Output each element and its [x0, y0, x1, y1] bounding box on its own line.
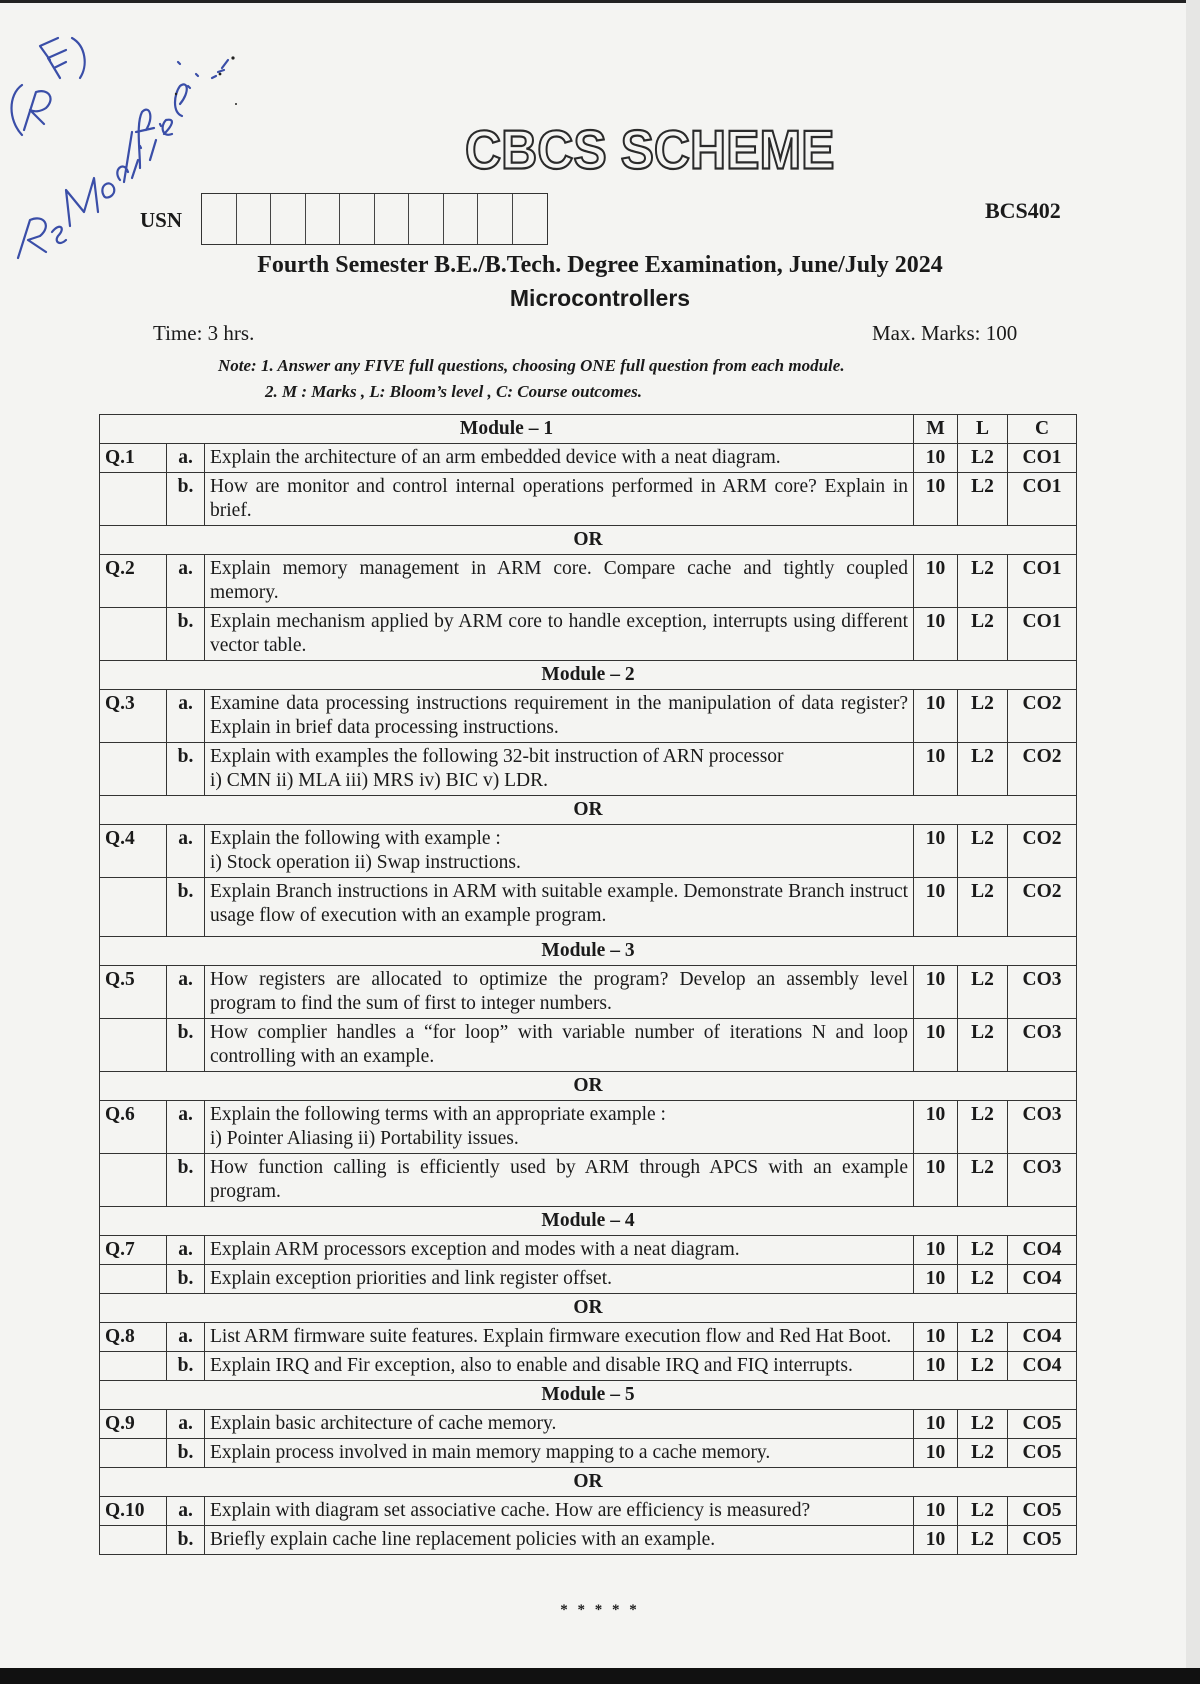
- question-number: [100, 1526, 167, 1555]
- question-marks: 10: [914, 1236, 958, 1265]
- question-row: [100, 1101, 1077, 1154]
- module-title: Module – 5: [100, 1381, 1077, 1410]
- question-text-line: Explain with diagram set associative cache. How are efficiency is measured?: [210, 1500, 811, 1521]
- question-text-line: Briefly explain cache line replacement policies with an example.: [210, 1529, 716, 1550]
- question-marks: 10: [914, 1265, 958, 1294]
- question-text: [205, 1265, 914, 1294]
- question-text-line: i) CMN ii) MLA iii) MRS iv) BIC v) LDR.: [210, 770, 549, 791]
- question-number: Q.10: [100, 1497, 167, 1526]
- question-text-line: Explain exception priorities and link register offset.: [210, 1268, 612, 1289]
- question-marks: 10: [914, 743, 958, 796]
- question-text: [205, 966, 914, 1019]
- question-part-label: a.: [167, 1497, 205, 1526]
- question-marks: 10: [914, 1410, 958, 1439]
- question-blooms-level: L2: [958, 1236, 1008, 1265]
- question-course-outcome: CO5: [1008, 1410, 1077, 1439]
- module-header-row: [100, 937, 1077, 966]
- module-header-row: [100, 661, 1077, 690]
- or-label: OR: [100, 1072, 1077, 1101]
- question-part-label: b.: [167, 1265, 205, 1294]
- question-text: [205, 444, 914, 473]
- page-bottom-edge: [0, 1668, 1200, 1684]
- question-blooms-level: L2: [958, 743, 1008, 796]
- question-part-label: b.: [167, 473, 205, 526]
- question-course-outcome: CO2: [1008, 743, 1077, 796]
- module-title: Module – 3: [100, 937, 1077, 966]
- question-blooms-level: L2: [958, 1265, 1008, 1294]
- question-text: [205, 1352, 914, 1381]
- question-marks: 10: [914, 690, 958, 743]
- question-part-label: b.: [167, 878, 205, 937]
- question-blooms-level: L2: [958, 690, 1008, 743]
- question-text: [205, 608, 914, 661]
- question-number: Q.4: [100, 825, 167, 878]
- question-text: [205, 878, 914, 937]
- question-text-line: Explain memory management in ARM core. Compare cache and tightly coupled memory.: [210, 558, 909, 603]
- question-text: [205, 743, 914, 796]
- question-text-line: Explain the architecture of an arm embedded device with a neat diagram.: [210, 447, 781, 468]
- question-part-label: b.: [167, 1439, 205, 1468]
- or-separator-row: [100, 1294, 1077, 1323]
- question-course-outcome: CO3: [1008, 1154, 1077, 1207]
- question-course-outcome: CO5: [1008, 1439, 1077, 1468]
- exam-title: Fourth Semester B.E./B.Tech. Degree Examination, June/July 2024: [257, 252, 943, 278]
- column-header-level: L: [958, 415, 1008, 444]
- question-marks: 10: [914, 878, 958, 937]
- question-text-line: Explain Branch instructions in ARM with suitable example. Demonstrate Branch instruct usage flow of execution with an example program.: [210, 881, 909, 926]
- usn-box: [478, 194, 513, 244]
- question-row: [100, 555, 1077, 608]
- module-title: Module – 2: [100, 661, 1077, 690]
- question-text-line: i) Stock operation ii) Swap instructions.: [210, 852, 521, 873]
- question-part-label: a.: [167, 1101, 205, 1154]
- time-allowed: Time: 3 hrs.: [153, 321, 255, 345]
- question-marks: 10: [914, 966, 958, 1019]
- scheme-title: CBCS SCHEME: [465, 119, 835, 181]
- question-blooms-level: L2: [958, 1526, 1008, 1555]
- question-text-line: Explain IRQ and Fir exception, also to enable and disable IRQ and FIQ interrupts.: [210, 1355, 853, 1376]
- question-row: [100, 1265, 1077, 1294]
- or-label: OR: [100, 1294, 1077, 1323]
- question-course-outcome: CO5: [1008, 1526, 1077, 1555]
- question-course-outcome: CO1: [1008, 473, 1077, 526]
- or-separator-row: [100, 526, 1077, 555]
- usn-box: [409, 194, 444, 244]
- question-course-outcome: CO4: [1008, 1265, 1077, 1294]
- usn-label: USN: [140, 208, 183, 232]
- question-text: [205, 1526, 914, 1555]
- course-code: BCS402: [985, 198, 1061, 223]
- question-number: [100, 1265, 167, 1294]
- question-number: [100, 608, 167, 661]
- question-course-outcome: CO1: [1008, 444, 1077, 473]
- question-marks: 10: [914, 555, 958, 608]
- or-label: OR: [100, 526, 1077, 555]
- question-row: [100, 966, 1077, 1019]
- module-header-row: [100, 1207, 1077, 1236]
- question-marks: 10: [914, 1101, 958, 1154]
- subject-title: Microcontrollers: [509, 285, 691, 311]
- question-text: [205, 1323, 914, 1352]
- question-number: Q.6: [100, 1101, 167, 1154]
- question-text: [205, 1439, 914, 1468]
- question-course-outcome: CO1: [1008, 555, 1077, 608]
- question-part-label: b.: [167, 1154, 205, 1207]
- question-text-line: How registers are allocated to optimize the program? Develop an assembly level program to find the sum of first to integer numbers.: [210, 969, 909, 1014]
- or-separator-row: [100, 1072, 1077, 1101]
- instruction-note-2: 2. M : Marks , L: Bloom’s level , C: Course outcomes.: [265, 382, 642, 401]
- question-row: [100, 1526, 1077, 1555]
- usn-box: [202, 194, 237, 244]
- question-part-label: a.: [167, 555, 205, 608]
- question-number: [100, 1439, 167, 1468]
- question-number: Q.8: [100, 1323, 167, 1352]
- question-text-line: List ARM firmware suite features. Explain firmware execution flow and Red Hat Boot.: [210, 1326, 892, 1347]
- question-course-outcome: CO5: [1008, 1497, 1077, 1526]
- module-header-row: [100, 1381, 1077, 1410]
- question-course-outcome: CO2: [1008, 690, 1077, 743]
- question-number: Q.1: [100, 444, 167, 473]
- question-marks: 10: [914, 444, 958, 473]
- question-part-label: b.: [167, 1352, 205, 1381]
- module-title: Module – 4: [100, 1207, 1077, 1236]
- question-text: [205, 555, 914, 608]
- question-text-line: Examine data processing instructions requirement in the manipulation of data register? Explain in brief data processing instructions.: [210, 693, 909, 738]
- or-label: OR: [100, 1468, 1077, 1497]
- question-course-outcome: CO4: [1008, 1352, 1077, 1381]
- question-blooms-level: L2: [958, 444, 1008, 473]
- question-row: [100, 1439, 1077, 1468]
- column-header-marks: M: [914, 415, 958, 444]
- question-blooms-level: L2: [958, 1101, 1008, 1154]
- question-text-line: Explain with examples the following 32-bit instruction of ARN processor: [210, 746, 784, 767]
- question-marks: 10: [914, 608, 958, 661]
- question-text-line: How are monitor and control internal operations performed in ARM core? Explain in brief.: [210, 476, 909, 521]
- question-number: Q.3: [100, 690, 167, 743]
- question-blooms-level: L2: [958, 1410, 1008, 1439]
- question-number: [100, 1352, 167, 1381]
- usn-box: [444, 194, 479, 244]
- question-row: [100, 1410, 1077, 1439]
- question-blooms-level: L2: [958, 473, 1008, 526]
- question-marks: 10: [914, 825, 958, 878]
- question-course-outcome: CO4: [1008, 1236, 1077, 1265]
- end-of-paper-mark: * * * * *: [560, 1602, 640, 1618]
- question-marks: 10: [914, 1323, 958, 1352]
- question-text-line: Explain basic architecture of cache memory.: [210, 1413, 557, 1434]
- question-text: [205, 1101, 914, 1154]
- question-part-label: b.: [167, 608, 205, 661]
- question-marks: 10: [914, 1497, 958, 1526]
- question-marks: 10: [914, 1526, 958, 1555]
- question-row: [100, 825, 1077, 878]
- question-blooms-level: L2: [958, 878, 1008, 937]
- question-blooms-level: L2: [958, 1439, 1008, 1468]
- or-separator-row: [100, 796, 1077, 825]
- question-row: [100, 743, 1077, 796]
- question-blooms-level: L2: [958, 1019, 1008, 1072]
- question-number: Q.5: [100, 966, 167, 1019]
- question-blooms-level: L2: [958, 1154, 1008, 1207]
- question-part-label: a.: [167, 1323, 205, 1352]
- question-part-label: b.: [167, 1019, 205, 1072]
- question-row: [100, 473, 1077, 526]
- question-row: [100, 444, 1077, 473]
- question-blooms-level: L2: [958, 1497, 1008, 1526]
- question-text-line: Explain the following terms with an appropriate example :: [210, 1104, 666, 1125]
- usn-input-grid: [201, 193, 548, 245]
- question-course-outcome: CO2: [1008, 878, 1077, 937]
- usn-box: [271, 194, 306, 244]
- question-part-label: a.: [167, 966, 205, 1019]
- question-text: [205, 825, 914, 878]
- question-row: [100, 1323, 1077, 1352]
- question-row: [100, 878, 1077, 937]
- question-marks: 10: [914, 1154, 958, 1207]
- question-text: [205, 473, 914, 526]
- question-number: Q.7: [100, 1236, 167, 1265]
- module-header-row: [100, 415, 1077, 444]
- question-text-line: Explain ARM processors exception and modes with a neat diagram.: [210, 1239, 740, 1260]
- question-number: [100, 473, 167, 526]
- question-part-label: b.: [167, 1526, 205, 1555]
- usn-box: [375, 194, 410, 244]
- question-part-label: a.: [167, 1410, 205, 1439]
- question-number: [100, 1019, 167, 1072]
- usn-box: [237, 194, 272, 244]
- question-text: [205, 1019, 914, 1072]
- question-text-line: How function calling is efficiently used by ARM through APCS with an example program.: [210, 1157, 909, 1202]
- question-row: [100, 1154, 1077, 1207]
- question-number: Q.2: [100, 555, 167, 608]
- question-text: [205, 1410, 914, 1439]
- question-text: [205, 1236, 914, 1265]
- question-number: [100, 878, 167, 937]
- question-part-label: a.: [167, 690, 205, 743]
- question-row: [100, 1497, 1077, 1526]
- question-blooms-level: L2: [958, 966, 1008, 1019]
- question-text-line: Explain process involved in main memory mapping to a cache memory.: [210, 1442, 771, 1463]
- question-course-outcome: CO3: [1008, 966, 1077, 1019]
- instruction-note-1: Note: 1. Answer any FIVE full questions, choosing ONE full question from each module.: [218, 356, 845, 375]
- question-marks: 10: [914, 473, 958, 526]
- question-row: [100, 1352, 1077, 1381]
- question-blooms-level: L2: [958, 555, 1008, 608]
- question-text: [205, 1154, 914, 1207]
- question-text-line: Explain mechanism applied by ARM core to handle exception, interrupts using different vector table.: [210, 611, 909, 656]
- question-part-label: a.: [167, 444, 205, 473]
- or-separator-row: [100, 1468, 1077, 1497]
- max-marks: Max. Marks: 100: [872, 321, 1018, 345]
- question-table: [99, 414, 1077, 1555]
- usn-box: [306, 194, 341, 244]
- question-text-line: How complier handles a “for loop” with variable number of iterations N and loop controlling with an example.: [210, 1022, 909, 1067]
- usn-box: [513, 194, 548, 244]
- question-text: [205, 690, 914, 743]
- question-row: [100, 690, 1077, 743]
- question-part-label: b.: [167, 743, 205, 796]
- question-course-outcome: CO2: [1008, 825, 1077, 878]
- question-marks: 10: [914, 1019, 958, 1072]
- question-text: [205, 1497, 914, 1526]
- question-blooms-level: L2: [958, 825, 1008, 878]
- question-part-label: a.: [167, 825, 205, 878]
- question-blooms-level: L2: [958, 608, 1008, 661]
- question-blooms-level: L2: [958, 1323, 1008, 1352]
- question-text-line: Explain the following with example :: [210, 828, 501, 849]
- question-part-label: a.: [167, 1236, 205, 1265]
- question-number: Q.9: [100, 1410, 167, 1439]
- or-label: OR: [100, 796, 1077, 825]
- question-marks: 10: [914, 1439, 958, 1468]
- question-course-outcome: CO4: [1008, 1323, 1077, 1352]
- question-course-outcome: CO1: [1008, 608, 1077, 661]
- question-text-line: i) Pointer Aliasing ii) Portability issues.: [210, 1128, 519, 1149]
- column-header-outcome: C: [1008, 415, 1077, 444]
- usn-box: [340, 194, 375, 244]
- question-course-outcome: CO3: [1008, 1101, 1077, 1154]
- question-row: [100, 608, 1077, 661]
- question-course-outcome: CO3: [1008, 1019, 1077, 1072]
- module-title: Module – 1: [100, 415, 914, 444]
- question-number: [100, 743, 167, 796]
- question-row: [100, 1019, 1077, 1072]
- question-blooms-level: L2: [958, 1352, 1008, 1381]
- question-row: [100, 1236, 1077, 1265]
- question-number: [100, 1154, 167, 1207]
- question-marks: 10: [914, 1352, 958, 1381]
